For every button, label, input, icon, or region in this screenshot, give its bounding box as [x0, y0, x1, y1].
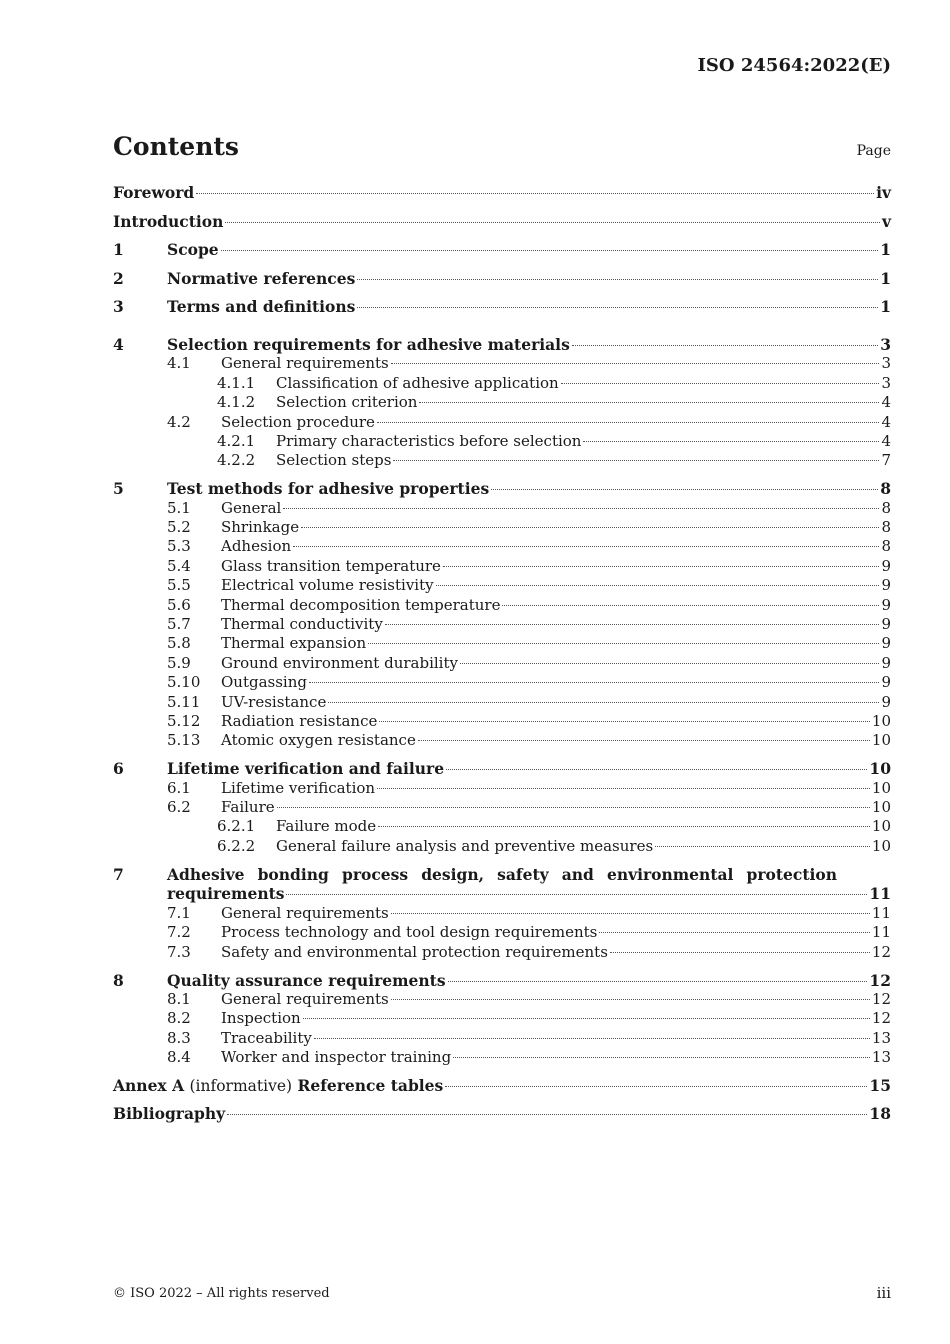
toc-page: 10: [871, 836, 891, 855]
toc-title: Lifetime verification and failure: [167, 759, 445, 779]
leader-dots: [393, 460, 879, 461]
document-id: ISO 24564:2022(E): [697, 55, 891, 76]
toc-page: 3: [881, 373, 891, 392]
toc-entry-8[interactable]: [113, 971, 891, 990]
leader-dots: [377, 788, 870, 789]
toc-title: Terms and definitions: [167, 297, 356, 317]
toc-number: 6.2.2: [217, 836, 256, 855]
toc-page: 13: [871, 1048, 891, 1067]
toc-page: 11: [869, 884, 891, 904]
toc-number: 4.2.1: [217, 431, 256, 450]
toc-page: 11: [871, 923, 891, 942]
toc-title: Adhesion: [221, 537, 292, 556]
toc-page: 9: [881, 692, 891, 711]
toc-page: 10: [869, 759, 891, 779]
toc-number: 4.2.2: [217, 451, 256, 470]
toc-title: Primary characteristics before selection: [276, 431, 582, 450]
toc-title: Selection steps: [276, 451, 392, 470]
toc-entry-introduction[interactable]: [113, 212, 891, 241]
toc-title-word: protection: [746, 864, 837, 884]
leader-dots: [448, 981, 868, 982]
toc-title: Electrical volume resistivity: [221, 576, 434, 595]
toc-entry-4-2-2[interactable]: [113, 451, 891, 470]
leader-dots: [491, 489, 878, 490]
toc-page: 9: [881, 614, 891, 633]
toc-title: General failure analysis and preventive measures: [276, 836, 654, 855]
toc-page: 10: [871, 778, 891, 797]
toc-title: Glass transition temperature: [221, 556, 441, 575]
toc-number: 5.13: [167, 731, 201, 750]
leader-dots: [314, 1038, 870, 1039]
toc-page: 1: [880, 268, 891, 288]
leader-dots: [357, 307, 878, 308]
toc-page: 1: [880, 297, 891, 317]
toc-title: General requirements: [221, 354, 389, 373]
leader-dots: [283, 508, 879, 509]
toc-number: 5.12: [167, 711, 201, 730]
leader-dots: [391, 999, 870, 1000]
toc-title: Classification of adhesive application: [276, 373, 559, 392]
leader-dots: [446, 769, 867, 770]
toc-page: 4: [881, 431, 891, 450]
toc-title: Selection criterion: [276, 393, 418, 412]
toc-title: Thermal conductivity: [221, 614, 383, 633]
toc-page: 7: [881, 451, 891, 470]
toc-entry-4-1[interactable]: [113, 354, 891, 373]
toc-page: v: [881, 211, 891, 231]
toc-entry-7-line1: [113, 865, 891, 884]
toc-title-justified: [167, 865, 891, 884]
page-column-label: Page: [856, 143, 891, 159]
toc-title: General requirements: [221, 990, 389, 1009]
toc-number: 5.3: [167, 537, 191, 556]
toc-entry-5-9[interactable]: [113, 654, 891, 673]
leader-dots: [379, 721, 870, 722]
toc-title: Lifetime verification: [221, 778, 376, 797]
toc-page: 10: [871, 731, 891, 750]
toc-number: 4.1.1: [217, 373, 256, 392]
toc-page: 18: [869, 1104, 891, 1124]
toc-entry-foreword[interactable]: [113, 183, 891, 212]
toc-page: 9: [881, 634, 891, 653]
toc-entry-5-7[interactable]: [113, 615, 891, 634]
toc-entry-5-10[interactable]: [113, 673, 891, 692]
leader-dots: [227, 1114, 867, 1115]
toc-page: 4: [881, 412, 891, 431]
toc-entry-bibliography[interactable]: [113, 1104, 891, 1133]
toc-number: 4: [113, 334, 124, 354]
toc-entry-8-1[interactable]: [113, 990, 891, 1009]
toc-title: Introduction: [113, 211, 224, 231]
toc-entry-7-1[interactable]: [113, 904, 891, 923]
toc-entry-4-1-2[interactable]: [113, 393, 891, 412]
leader-dots: [561, 383, 880, 384]
leader-dots: [301, 527, 879, 528]
toc-number: 5.8: [167, 634, 191, 653]
leader-dots: [453, 1057, 870, 1058]
toc-number: 4.1: [167, 354, 191, 373]
leader-dots: [502, 605, 879, 606]
leader-dots: [309, 682, 879, 683]
toc-title: General: [221, 498, 282, 517]
toc-number: 6.2: [167, 797, 191, 816]
toc-entry-4-2-1[interactable]: [113, 432, 891, 451]
toc-entry-7[interactable]: [113, 865, 891, 904]
toc-entry-5-11[interactable]: [113, 693, 891, 712]
leader-dots: [391, 913, 870, 914]
toc-entry-5-8[interactable]: [113, 634, 891, 653]
toc-number: 4.1.2: [217, 393, 256, 412]
leader-dots: [445, 1086, 867, 1087]
toc-number: 8: [113, 970, 124, 990]
toc-number: 5.4: [167, 556, 191, 575]
leader-dots: [293, 546, 879, 547]
toc-page: 3: [881, 354, 891, 373]
toc-entry-7-3[interactable]: [113, 943, 891, 962]
toc-page: 12: [869, 970, 891, 990]
leader-dots: [221, 250, 879, 251]
toc-entry-7-2[interactable]: [113, 923, 891, 942]
leader-dots: [328, 702, 879, 703]
leader-dots: [583, 441, 879, 442]
toc-title: Thermal decomposition temperature: [221, 595, 501, 614]
toc-page: 1: [880, 240, 891, 260]
toc-title: Process technology and tool design requirements: [221, 923, 598, 942]
toc-entry-5-12[interactable]: [113, 712, 891, 731]
toc-title: Outgassing: [221, 673, 307, 692]
toc-page: 4: [881, 393, 891, 412]
toc-entry-5-6[interactable]: [113, 596, 891, 615]
toc-page: 9: [881, 673, 891, 692]
toc-title: Normative references: [167, 268, 356, 288]
footer-page-number: iii: [876, 1284, 891, 1302]
toc-entry-4-2[interactable]: [113, 413, 891, 432]
toc-page: 9: [881, 653, 891, 672]
toc-number: 5.1: [167, 498, 191, 517]
toc-title: [113, 1076, 443, 1095]
toc-entry-5-5[interactable]: [113, 576, 891, 595]
toc-number: 5.9: [167, 653, 191, 672]
toc-entry-5-4[interactable]: [113, 557, 891, 576]
toc-number: 5: [113, 479, 124, 499]
toc-title: Worker and inspector training: [221, 1048, 452, 1067]
toc-page: 10: [871, 711, 891, 730]
toc-title: Scope: [167, 240, 219, 260]
leader-dots: [377, 422, 880, 423]
annex-label: Annex A: [113, 1075, 185, 1095]
toc-entry-8-3[interactable]: [113, 1029, 891, 1048]
toc-entry-6-1[interactable]: [113, 779, 891, 798]
toc-entry-6[interactable]: [113, 759, 891, 778]
toc-page: 13: [871, 1028, 891, 1047]
toc-entry-1[interactable]: [113, 240, 891, 269]
toc-title: requirements: [167, 884, 285, 904]
toc-title: Test methods for adhesive properties: [167, 479, 490, 499]
toc-entry-6-2[interactable]: [113, 798, 891, 817]
toc-page: iv: [876, 183, 891, 202]
toc-number: 5.5: [167, 576, 191, 595]
toc-number: 6: [113, 759, 124, 779]
toc-page: 10: [871, 817, 891, 836]
toc-entry-annex-a[interactable]: [113, 1076, 891, 1105]
toc-title: Atomic oxygen resistance: [221, 731, 416, 750]
toc-number: 5.7: [167, 614, 191, 633]
toc-number: 2: [113, 268, 124, 288]
toc-entry-6-2-2[interactable]: [113, 837, 891, 856]
toc-page: 3: [880, 334, 891, 354]
toc-title: Ground environment durability: [221, 653, 458, 672]
table-of-contents: [113, 183, 891, 1133]
toc-title-word: bonding: [257, 864, 329, 884]
toc-title: Selection requirements for adhesive materials: [167, 334, 570, 354]
toc-title-word: and: [561, 864, 594, 884]
leader-dots: [368, 643, 879, 644]
toc-page: 12: [871, 942, 891, 961]
toc-entry-5-3[interactable]: [113, 537, 891, 556]
toc-entry-3[interactable]: [113, 297, 891, 326]
toc-page: 8: [881, 537, 891, 556]
leader-dots: [277, 807, 870, 808]
toc-page: 12: [871, 990, 891, 1009]
toc-title-word: Adhesive: [167, 864, 245, 884]
toc-number: 8.2: [167, 1009, 191, 1028]
toc-number: 7.3: [167, 942, 191, 961]
leader-dots: [286, 894, 867, 895]
leader-dots: [196, 193, 874, 194]
toc-number: 7.1: [167, 904, 191, 923]
toc-title: Safety and environmental protection requirements: [221, 942, 608, 961]
toc-page: 8: [880, 479, 891, 499]
toc-entry-7-line2: [113, 884, 891, 904]
toc-number: 1: [113, 240, 124, 260]
toc-title: Foreword: [113, 183, 195, 202]
toc-page: 12: [871, 1009, 891, 1028]
toc-entry-4[interactable]: [113, 335, 891, 354]
toc-number: 6.1: [167, 778, 191, 797]
toc-entry-5[interactable]: [113, 479, 891, 498]
leader-dots: [391, 363, 880, 364]
toc-title: Traceability: [221, 1028, 312, 1047]
leader-dots: [443, 566, 880, 567]
toc-number: 6.2.1: [217, 817, 256, 836]
leader-dots: [378, 826, 870, 827]
leader-dots: [599, 932, 870, 933]
leader-dots: [225, 222, 880, 223]
toc-number: 7.2: [167, 923, 191, 942]
footer-copyright: © ISO 2022 – All rights reserved: [113, 1286, 330, 1301]
toc-title: Inspection: [221, 1009, 301, 1028]
toc-number: 8.3: [167, 1028, 191, 1047]
toc-number: 5.11: [167, 692, 201, 711]
toc-title-word: design,: [421, 864, 485, 884]
leader-dots: [357, 279, 878, 280]
toc-number: 3: [113, 297, 124, 317]
leader-dots: [610, 952, 870, 953]
toc-title-word: process: [341, 864, 409, 884]
toc-title: UV-resistance: [221, 692, 327, 711]
toc-entry-5-13[interactable]: [113, 731, 891, 750]
toc-title: Failure mode: [276, 817, 377, 836]
toc-page: 11: [871, 904, 891, 923]
toc-title: General requirements: [221, 904, 389, 923]
toc-number: 4.2: [167, 412, 191, 431]
toc-entry-5-1[interactable]: [113, 499, 891, 518]
toc-number: 5.2: [167, 517, 191, 536]
leader-dots: [655, 846, 870, 847]
toc-entry-2[interactable]: [113, 269, 891, 298]
leader-dots: [460, 663, 879, 664]
toc-title: Thermal expansion: [221, 634, 367, 653]
toc-page: 8: [881, 498, 891, 517]
toc-number: 5.6: [167, 595, 191, 614]
toc-number: 8.4: [167, 1048, 191, 1067]
leader-dots: [303, 1018, 870, 1019]
toc-number: 8.1: [167, 990, 191, 1009]
annex-title: Reference tables: [297, 1075, 444, 1095]
toc-page: 9: [881, 556, 891, 575]
leader-dots: [419, 402, 879, 403]
toc-title: Failure: [221, 797, 275, 816]
toc-entry-8-4[interactable]: [113, 1048, 891, 1067]
toc-page: 15: [869, 1075, 891, 1095]
leader-dots: [385, 624, 880, 625]
toc-page: 9: [881, 595, 891, 614]
toc-page: 8: [881, 517, 891, 536]
toc-entry-4-1-1[interactable]: [113, 374, 891, 393]
toc-number: 7: [113, 864, 124, 884]
annex-type: (informative): [189, 1076, 293, 1095]
toc-title: Selection procedure: [221, 412, 375, 431]
toc-title: Radiation resistance: [221, 711, 378, 730]
toc-page: 10: [871, 797, 891, 816]
leader-dots: [418, 740, 870, 741]
toc-page: 9: [881, 576, 891, 595]
leader-dots: [436, 585, 880, 586]
toc-entry-5-2[interactable]: [113, 518, 891, 537]
toc-title: Bibliography: [113, 1104, 226, 1124]
toc-number: 5.10: [167, 673, 201, 692]
toc-entry-6-2-1[interactable]: [113, 817, 891, 836]
toc-title: Shrinkage: [221, 517, 300, 536]
toc-entry-8-2[interactable]: [113, 1009, 891, 1028]
contents-heading: Contents: [113, 132, 240, 161]
leader-dots: [572, 345, 878, 346]
toc-title: Quality assurance requirements: [167, 970, 446, 990]
toc-title-word: environmental: [606, 864, 734, 884]
toc-title-word: safety: [497, 864, 549, 884]
